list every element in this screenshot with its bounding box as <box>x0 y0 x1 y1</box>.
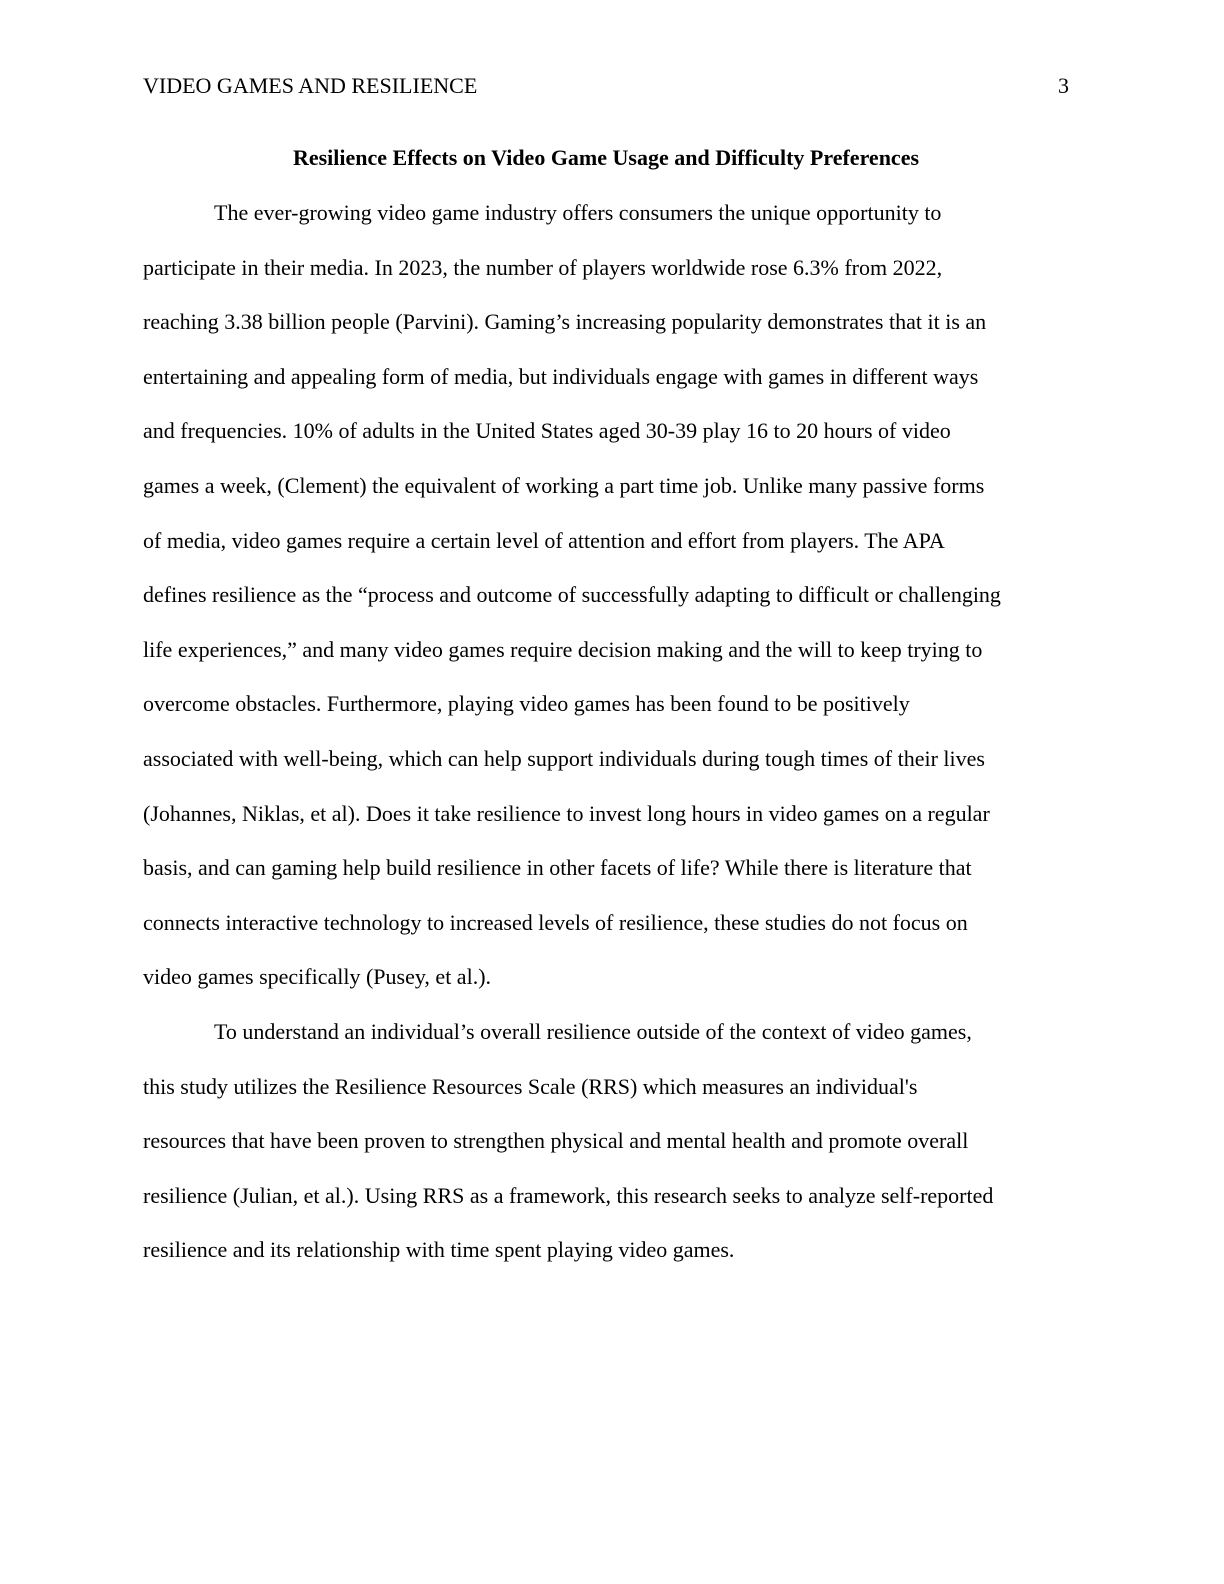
paragraph-2-line-2: this study utilizes the Resilience Resources Scale (RRS) which measures an individual's <box>143 1074 918 1099</box>
paragraph-1-line-7: of media, video games require a certain level of attention and effort from players. The APA <box>143 528 945 553</box>
paragraph-2-line-4: resilience (Julian, et al.). Using RRS as a framework, this research seeks to analyze self-reported <box>143 1183 994 1208</box>
paragraph-1-line-10: overcome obstacles. Furthermore, playing video games has been found to be positively <box>143 691 910 716</box>
paragraph-1-line-14: connects interactive technology to increased levels of resilience, these studies do not focus on <box>143 910 968 935</box>
running-head-title: VIDEO GAMES AND RESILIENCE <box>143 73 478 98</box>
paragraph-1-line-5: and frequencies. 10% of adults in the United States aged 30-39 play 16 to 20 hours of video <box>143 418 951 443</box>
paper-title: Resilience Effects on Video Game Usage and Difficulty Preferences <box>292 145 920 170</box>
paragraph-1-line-2: participate in their media. In 2023, the number of players worldwide rose 6.3% from 2022, <box>143 255 943 280</box>
paragraph-1-line-1: The ever-growing video game industry offers consumers the unique opportunity to <box>214 200 942 225</box>
page-number: 3 <box>1058 73 1069 98</box>
paragraph-1-line-12: (Johannes, Niklas, et al). Does it take resilience to invest long hours in video games on a regular <box>143 801 990 826</box>
paragraph-1-line-11: associated with well-being, which can help support individuals during tough times of their lives <box>143 746 985 771</box>
paragraph-2-line-5: resilience and its relationship with time spent playing video games. <box>143 1237 735 1262</box>
paragraph-1-line-9: life experiences,” and many video games require decision making and the will to keep trying to <box>143 637 983 662</box>
paragraph-1-line-6: games a week, (Clement) the equivalent of working a part time job. Unlike many passive forms <box>143 473 985 498</box>
paragraph-2-line-1: To understand an individual’s overall resilience outside of the context of video games, <box>214 1019 972 1044</box>
running-head <box>143 72 1069 100</box>
paragraph-2-line-3: resources that have been proven to strengthen physical and mental health and promote overall <box>143 1128 969 1153</box>
paragraph-1-line-13: basis, and can gaming help build resilience in other facets of life? While there is literature that <box>143 855 972 880</box>
paragraph-1-line-3: reaching 3.38 billion people (Parvini). Gaming’s increasing popularity demonstrates that it is an <box>143 309 987 334</box>
paragraph-1-line-15: video games specifically (Pusey, et al.). <box>143 964 492 989</box>
paragraph-1-line-4: entertaining and appealing form of media, but individuals engage with games in different ways <box>143 364 979 389</box>
paragraph-1-line-8: defines resilience as the “process and outcome of successfully adapting to difficult or challenging <box>143 582 1001 607</box>
